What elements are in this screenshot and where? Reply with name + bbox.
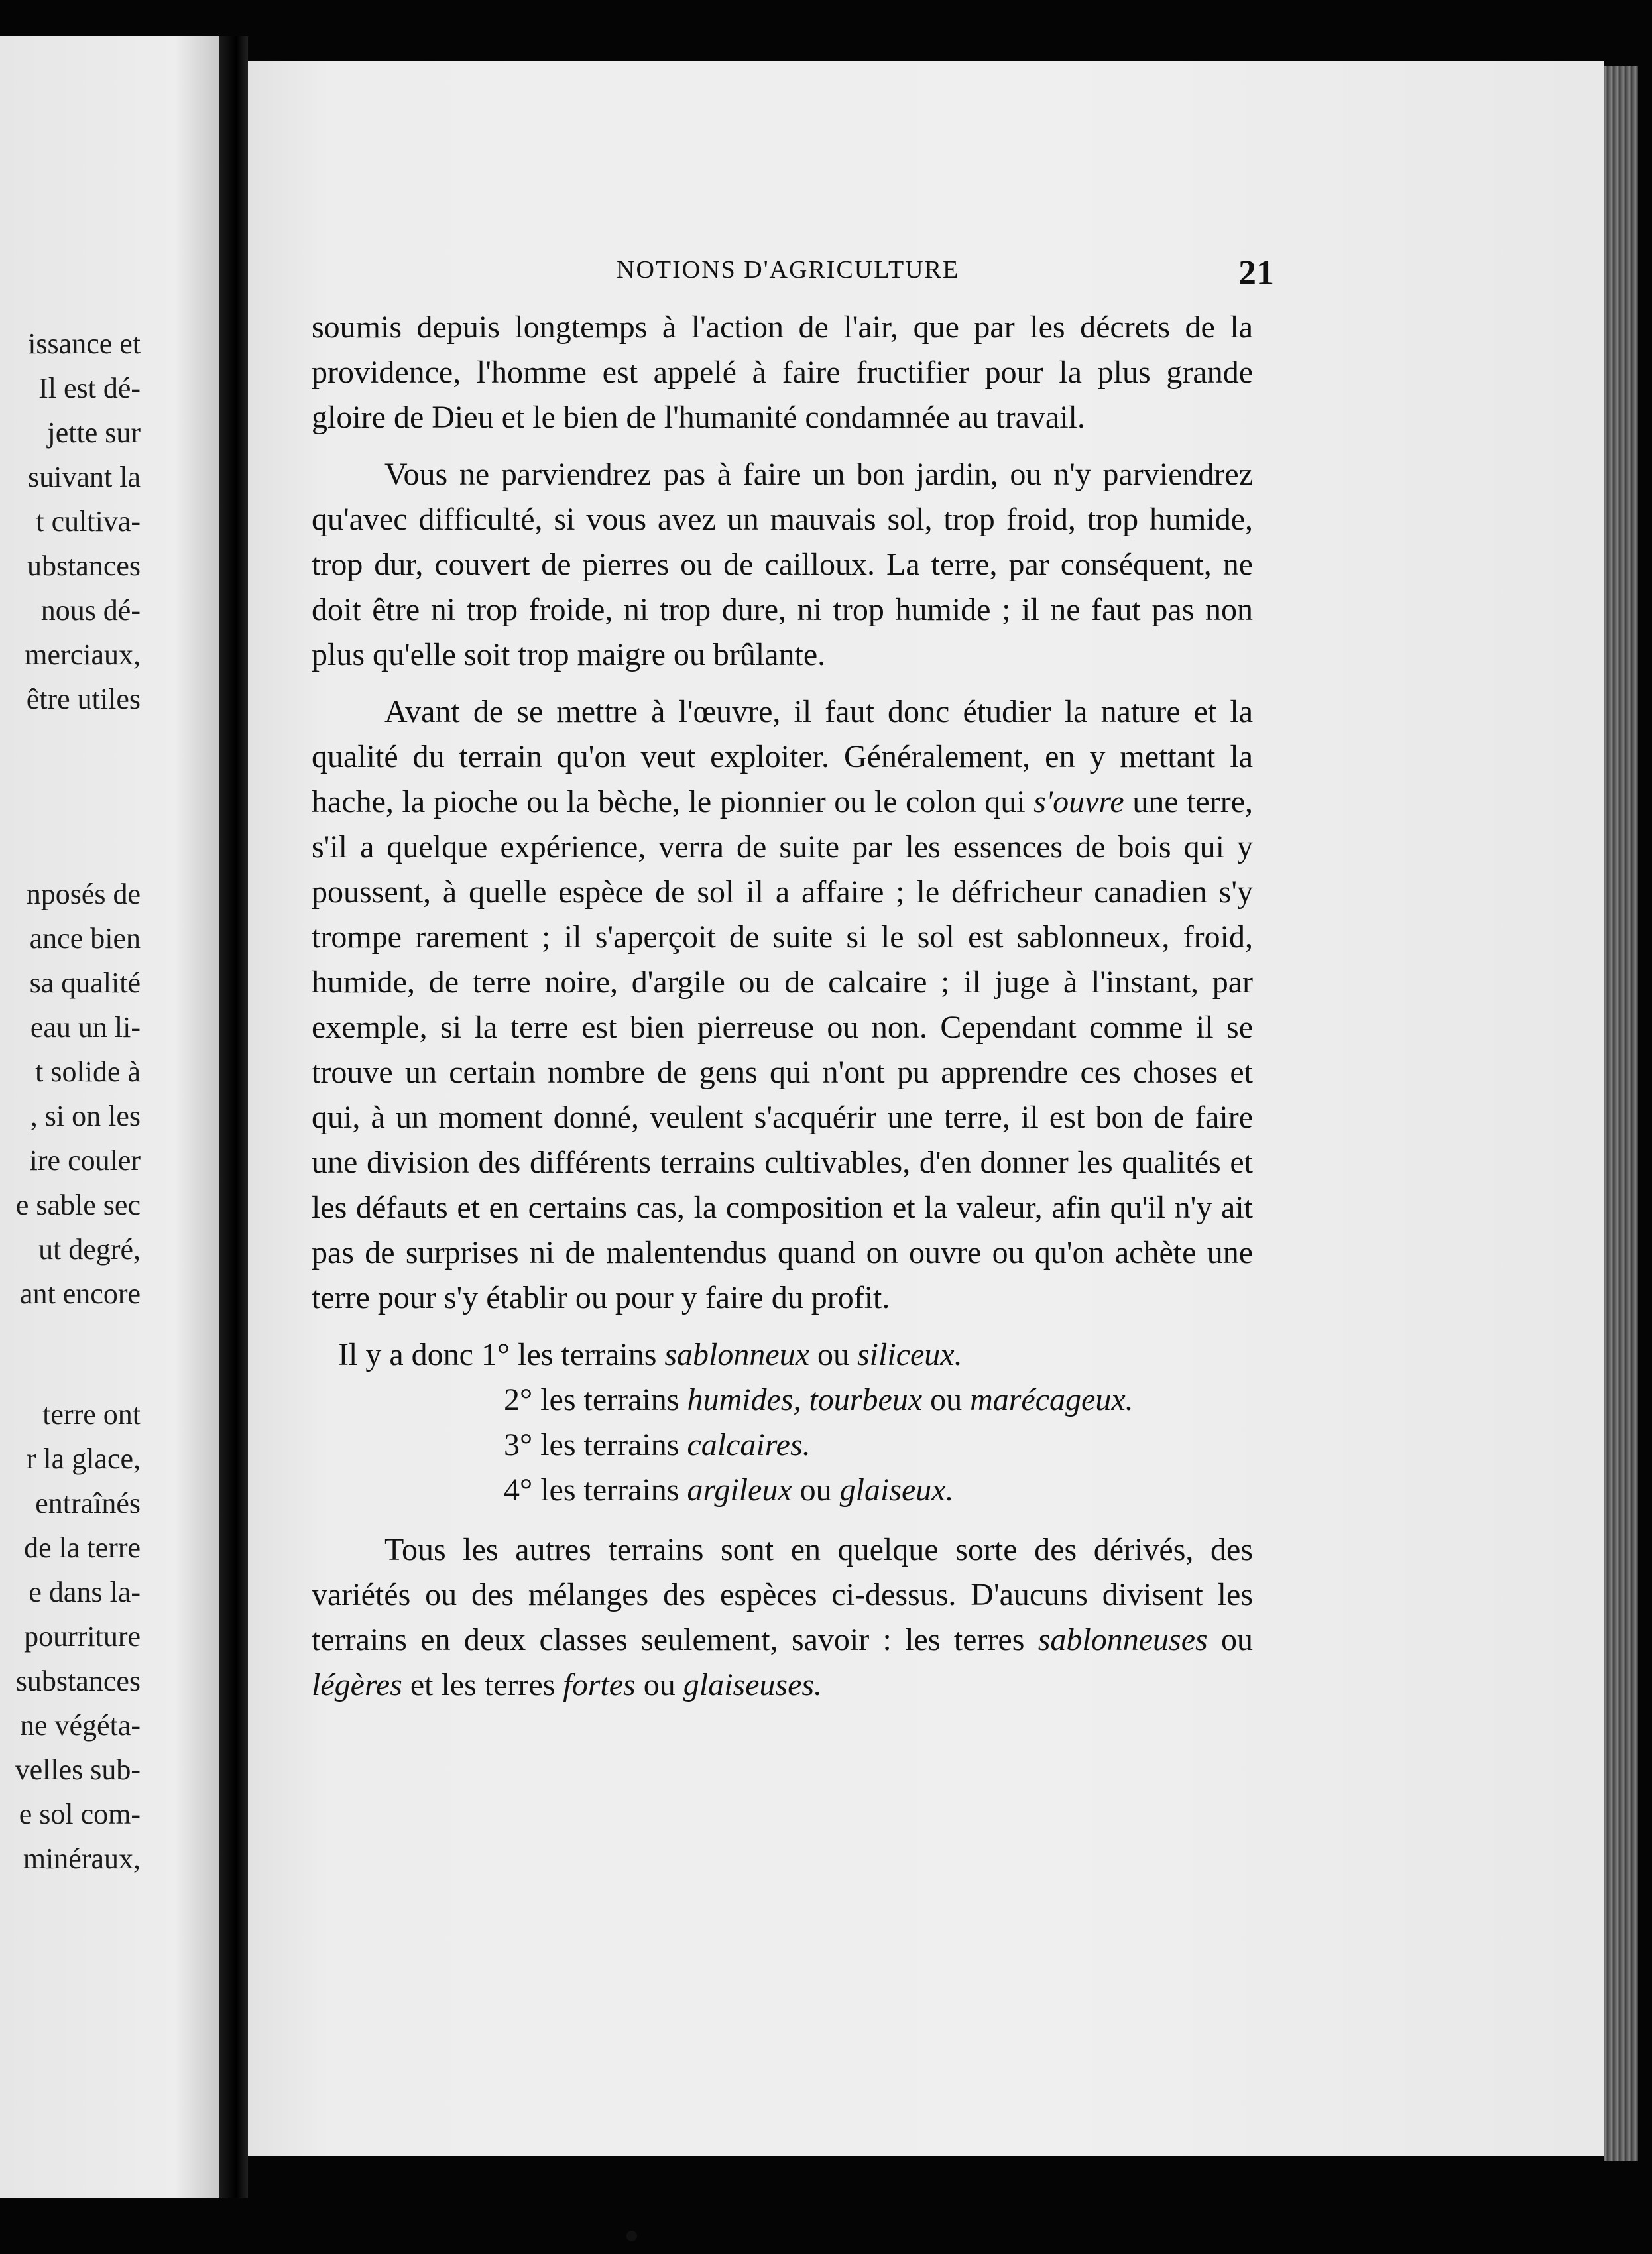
left-fragment: issance et [28,327,141,360]
left-fragment: entraînés [35,1487,141,1519]
book-gutter [219,36,248,2198]
left-fragment: pourriture [24,1620,141,1653]
list-item: Il y a donc 1° les terrains sablonneux ou siliceux. [338,1337,963,1372]
left-fragment: e sable sec [15,1189,141,1221]
left-fragment: substances [15,1665,141,1697]
left-fragment: t cultiva- [36,505,141,538]
left-fragment: t solide à [35,1055,141,1088]
left-fragment: eau un li- [30,1011,141,1043]
paragraph: Tous les autres terrains sont en quelque sorte des dérivés, des variétés ou des mélanges des espèces ci-dessus. D'aucuns divisent les terrains en deux classes seulement, savoir : les terres sablonneuses ou légères et les terres fortes ou glaiseuses. [312,1532,1254,1702]
left-fragment: nous dé- [40,594,141,626]
left-fragment: jette sur [47,416,141,449]
left-fragment: Il est dé- [38,372,141,404]
left-fragment: terre ont [42,1398,141,1431]
paragraph: soumis depuis longtemps à l'action de l'air, que par les décrets de la providence, l'homme est appelé à faire fructifier pour la plus grande gloire de Dieu et le bien de l'humanité condamnée au travail. [312,310,1253,435]
left-fragment: suivant la [28,461,141,493]
scan-mark [626,2231,637,2241]
list-item: 2° les terrains humides, tourbeux ou marécageux. [504,1382,1134,1417]
terrain-list [312,1333,1253,1513]
left-fragment: ire couler [29,1144,141,1177]
left-fragment: e sol com- [19,1798,141,1830]
left-fragment: ubstances [27,550,141,582]
left-fragment: ne végéta- [20,1709,141,1742]
left-fragment: ant encore [20,1277,141,1310]
left-fragment: ance bien [29,922,141,955]
left-fragment: minéraux, [23,1842,141,1875]
left-page [0,36,219,2198]
left-fragment: ut degré, [38,1233,141,1266]
running-title: NOTIONS D'AGRICULTURE [617,256,960,284]
paragraph: Vous ne parviendrez pas à faire un bon jardin, ou n'y parviendrez qu'avec difficulté, si vous avez un mauvais sol, trop froid, trop humide, trop dur, couvert de pierres ou de cailloux. La terre, par conséquent, ne doit être ni trop froide, ni trop dure, ni trop humide ; il ne faut pas non plus qu'elle soit trop maigre ou brûlante. [312,457,1253,672]
left-fragment: e dans la- [29,1576,141,1608]
left-fragment: velles sub- [15,1753,141,1786]
left-fragment: r la glace, [26,1443,141,1475]
paragraph: Avant de se mettre à l'œuvre, il faut donc étudier la nature et la qualité du terrain qu'on veut exploiter. Généralement, en y mettant la hache, la pioche ou la bèche, le pionnier ou le colon qui s'ouvre une terre, s'il a quelque expérience, verra de suite par les essences de bois qui y poussent, à quelle espèce de sol il a affaire ; le défricheur canadien s'y trompe rarement ; il s'aperçoit de suite si le sol est sablonneux, froid, humide, de terre noire, d'argile ou de calcaire ; il juge à l'instant, par exemple, si la terre est bien pierreuse ou non. Cependant comme il se trouve un certain nombre de gens qui n'ont pu apprendre ces choses et qui, à un moment donné, veulent s'acquérir une terre, il est bon de faire une division des différents terrains cultivables, d'en donner les qualités et les défauts et en certains cas, la composition et la valeur, afin qu'il n'y ait pas de surprises ni de malentendus quand on ouvre ou qu'on achète une terre pour s'y établir ou pour y faire du profit. [312,694,1253,1315]
list-item: 3° les terrains calcaires. [504,1427,811,1462]
left-fragment: de la terre [24,1531,141,1564]
left-fragment: être utiles [26,683,141,715]
page-edge [1604,66,1638,2161]
page-number: 21 [1238,253,1274,292]
list-item: 4° les terrains argileux ou glaiseux. [504,1472,954,1508]
main-text [312,305,1253,1720]
left-fragment: nposés de [26,878,141,910]
left-fragment: , si on les [30,1100,141,1132]
left-fragment: merciaux, [25,638,141,671]
left-fragment: sa qualité [29,967,141,999]
